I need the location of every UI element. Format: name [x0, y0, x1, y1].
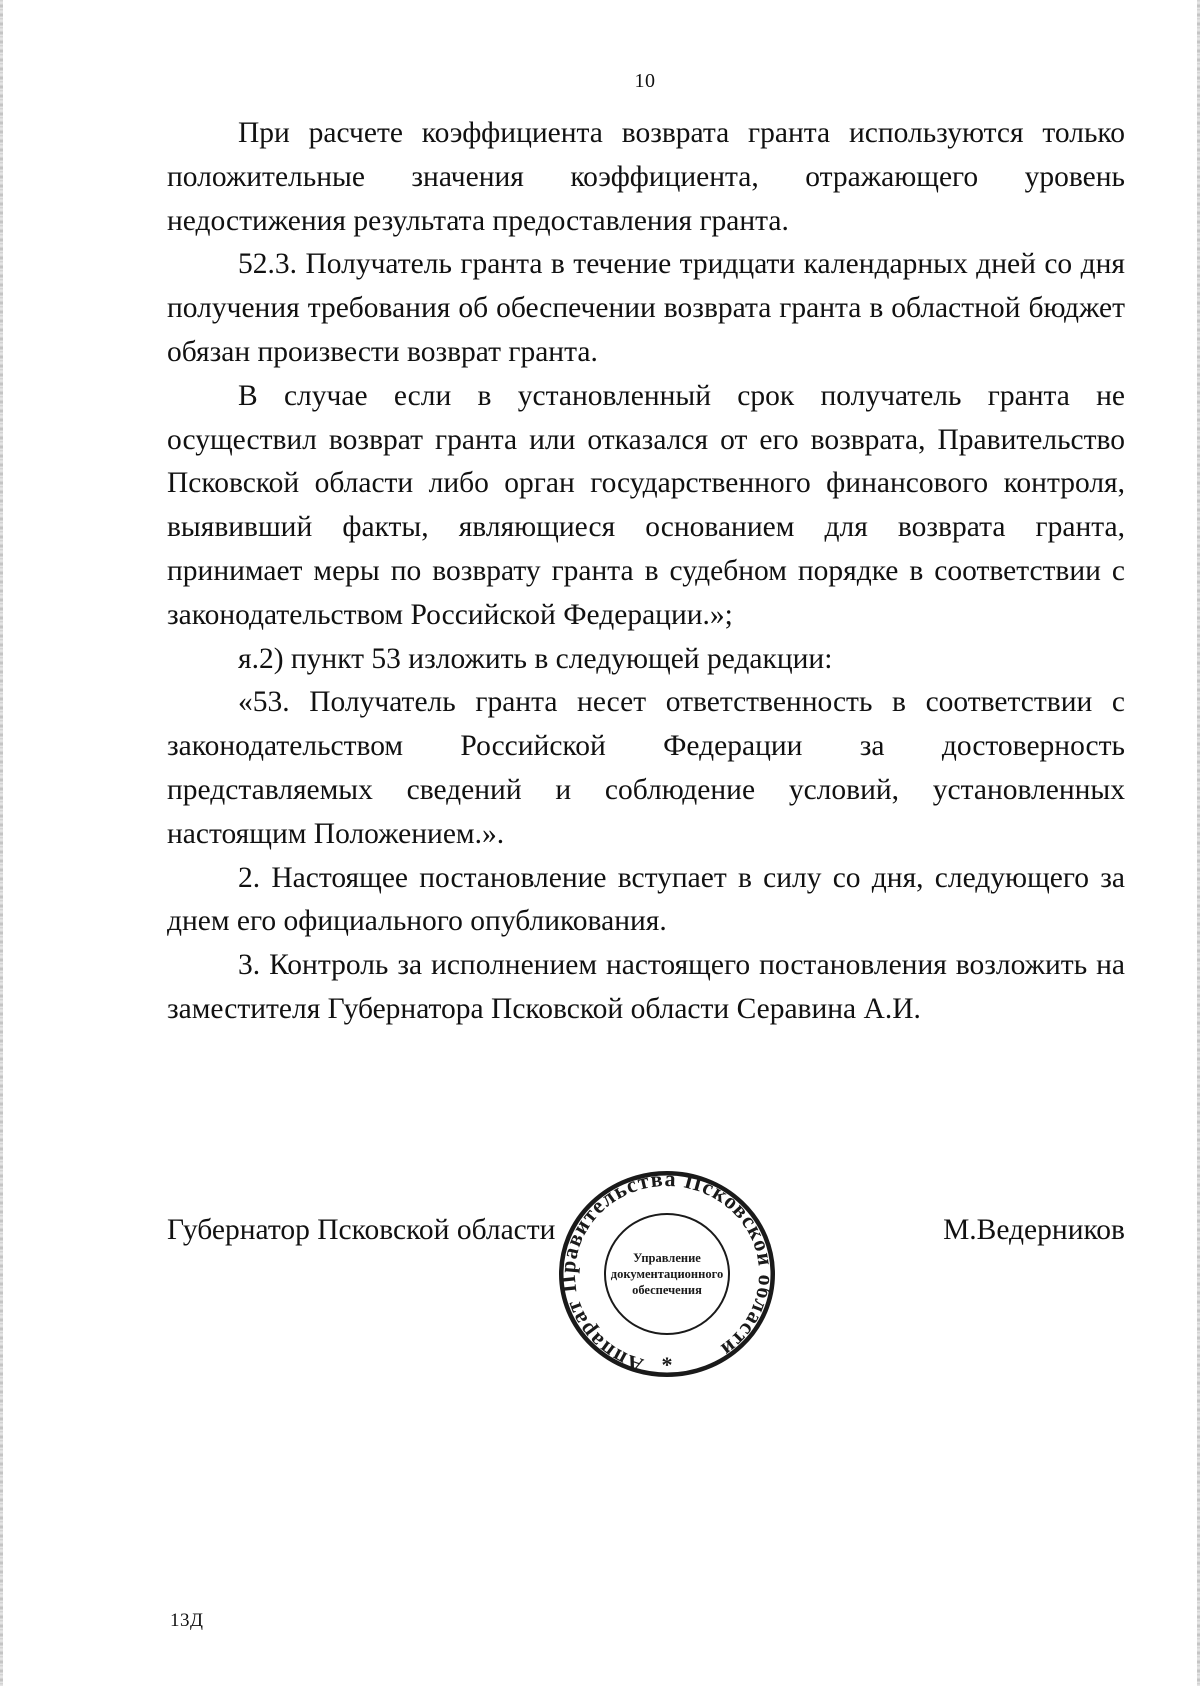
paragraph-52-3: 52.3. Получатель гранта в течение тридцати календарных дней со дня получения требования об обеспечении возврата гранта в областной бюджет обязан произвести возврат гранта.: [167, 248, 1125, 368]
scan-edge-left: [0, 0, 3, 1686]
page-number: 10: [634, 70, 656, 92]
seal-outer-text: Аппарат Правительства Псковской области: [554, 1165, 780, 1379]
seal-star-mark: *: [661, 1352, 673, 1377]
seal-inner-line-3: обеспечения: [632, 1283, 702, 1297]
paragraph-item-53-amendment: я.2) пункт 53 изложить в следующей редакции:: [238, 642, 833, 675]
paragraph-control: 3. Контроль за исполнением настоящего постановления возложить на заместителя Губернатора Псковской области Серавина А.И.: [167, 949, 1125, 1025]
footer-document-code: 13Д: [170, 1610, 204, 1631]
signatory-name: М.Ведерников: [943, 1214, 1125, 1246]
paragraph-53: «53. Получатель гранта несет ответственность в соответствии с законодательством Российской Федерации за достоверность представляемых сведений и соблюдение условий, установленных настоящим Положением.».: [167, 686, 1125, 850]
signatory-position: Губернатор Псковской области: [167, 1214, 556, 1246]
paragraph-grant-refund-court: В случае если в установленный срок получатель гранта не осуществил возврат гранта или отказался от его возврата, Правительство Псковской области либо орган государственного финансового контроля, выявивший факты, являющиеся основанием для возврата гранта, принимает меры по возврату гранта в судебном порядке в соответствии с законодательством Российской Федерации.»;: [167, 379, 1125, 631]
seal-inner-line-2: документационного: [610, 1267, 724, 1281]
paragraph-entry-into-force: 2. Настоящее постановление вступает в силу со дня, следующего за днем его официального опубликования.: [167, 861, 1125, 938]
seal-inner-line-1: Управление: [633, 1251, 701, 1265]
paragraph-grant-coefficient: При расчете коэффициента возврата гранта используются только положительные значения коэффициента, отражающего уровень недостижения результата предоставления гранта.: [167, 117, 1125, 237]
official-seal-stamp: [553, 1162, 781, 1382]
document-body: [167, 112, 1125, 1032]
